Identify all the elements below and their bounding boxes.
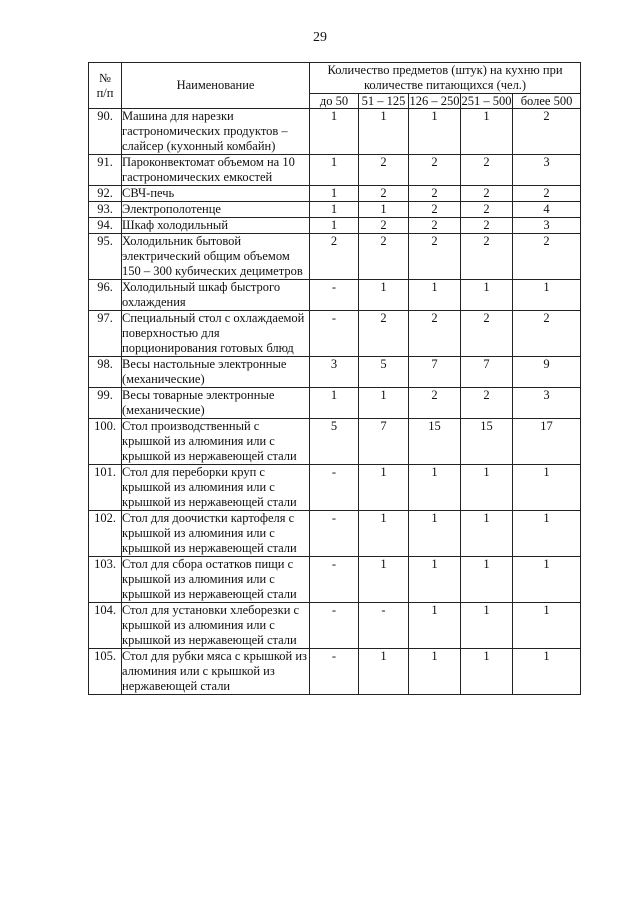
- quantity-cell: 2: [359, 186, 409, 202]
- quantity-cell: 2: [359, 155, 409, 186]
- row-number: 95.: [89, 234, 122, 280]
- item-name: СВЧ-печь: [122, 186, 310, 202]
- header-sub-col: до 50: [310, 94, 359, 109]
- table-row: [89, 186, 581, 202]
- quantity-cell: 1: [310, 109, 359, 155]
- quantity-cell: 3: [513, 218, 581, 234]
- quantity-cell: 2: [409, 155, 461, 186]
- row-number: 105.: [89, 649, 122, 695]
- row-number: 93.: [89, 202, 122, 218]
- table-row: [89, 280, 581, 311]
- table-row: [89, 311, 581, 357]
- table-body: [89, 109, 581, 695]
- table-row: [89, 465, 581, 511]
- table-row: [89, 234, 581, 280]
- quantity-cell: 2: [513, 186, 581, 202]
- quantity-cell: 3: [513, 388, 581, 419]
- table-row: [89, 388, 581, 419]
- quantity-cell: -: [310, 311, 359, 357]
- quantity-cell: 1: [310, 186, 359, 202]
- item-name: Холодильник бытовой электрический общим объемом 150 – 300 кубических дециметров: [122, 234, 310, 280]
- item-name: Стол для установки хлеборезки с крышкой из алюминия или с крышкой из нержавеющей стали: [122, 603, 310, 649]
- quantity-cell: 2: [461, 218, 513, 234]
- item-name: Стол для сбора остатков пищи с крышкой из алюминия или с крышкой из нержавеющей стали: [122, 557, 310, 603]
- quantity-cell: 1: [513, 649, 581, 695]
- header-sub-col: более 500: [513, 94, 581, 109]
- quantity-cell: 5: [359, 357, 409, 388]
- quantity-cell: 1: [359, 388, 409, 419]
- page-number: 29: [313, 30, 327, 45]
- item-name: Шкаф холодильный: [122, 218, 310, 234]
- table-row: [89, 109, 581, 155]
- quantity-cell: 2: [409, 234, 461, 280]
- table-row: [89, 202, 581, 218]
- quantity-cell: 1: [409, 557, 461, 603]
- row-number: 103.: [89, 557, 122, 603]
- item-name: Весы настольные электронные (механические): [122, 357, 310, 388]
- quantity-cell: 2: [359, 311, 409, 357]
- quantity-cell: 1: [310, 202, 359, 218]
- quantity-cell: 3: [310, 357, 359, 388]
- quantity-cell: 1: [409, 603, 461, 649]
- row-number: 90.: [89, 109, 122, 155]
- item-name: Пароконвектомат объемом на 10 гастрономических емкостей: [122, 155, 310, 186]
- row-number: 94.: [89, 218, 122, 234]
- quantity-cell: 2: [409, 186, 461, 202]
- quantity-cell: 1: [513, 465, 581, 511]
- quantity-cell: 1: [409, 109, 461, 155]
- quantity-cell: 1: [359, 465, 409, 511]
- quantity-cell: 7: [359, 419, 409, 465]
- row-number: 91.: [89, 155, 122, 186]
- quantity-cell: 1: [359, 511, 409, 557]
- quantity-cell: 1: [513, 511, 581, 557]
- table-row: [89, 511, 581, 557]
- row-number: 99.: [89, 388, 122, 419]
- item-name: Весы товарные электронные (механические): [122, 388, 310, 419]
- quantity-cell: 2: [359, 234, 409, 280]
- quantity-cell: 2: [513, 311, 581, 357]
- quantity-cell: 1: [409, 280, 461, 311]
- row-number: 104.: [89, 603, 122, 649]
- quantity-cell: 7: [409, 357, 461, 388]
- quantity-cell: 1: [461, 603, 513, 649]
- quantity-cell: 1: [359, 202, 409, 218]
- quantity-cell: 2: [409, 388, 461, 419]
- quantity-cell: 4: [513, 202, 581, 218]
- quantity-cell: 1: [461, 280, 513, 311]
- table-row: [89, 218, 581, 234]
- quantity-cell: 2: [461, 311, 513, 357]
- quantity-cell: -: [359, 603, 409, 649]
- quantity-cell: 1: [409, 649, 461, 695]
- quantity-cell: 1: [310, 155, 359, 186]
- item-name: Специальный стол с охлаждаемой поверхностью для порционирования готовых блюд: [122, 311, 310, 357]
- quantity-cell: 7: [461, 357, 513, 388]
- equipment-table: [88, 62, 581, 695]
- quantity-cell: 2: [513, 234, 581, 280]
- quantity-cell: 2: [409, 218, 461, 234]
- header-quantity: Количество предметов (штук) на кухню при количестве питающихся (чел.): [310, 63, 581, 94]
- row-number: 101.: [89, 465, 122, 511]
- quantity-cell: 1: [461, 511, 513, 557]
- quantity-cell: 1: [310, 388, 359, 419]
- quantity-cell: 15: [461, 419, 513, 465]
- row-number: 100.: [89, 419, 122, 465]
- quantity-cell: 1: [409, 511, 461, 557]
- header-sub-col: 251 – 500: [461, 94, 512, 108]
- quantity-cell: 3: [513, 155, 581, 186]
- item-name: Стол производственный с крышкой из алюминия или с крышкой из нержавеющей стали: [122, 419, 310, 465]
- item-name: Стол для рубки мяса с крышкой из алюминия или с крышкой из нержавеющей стали: [122, 649, 310, 695]
- quantity-cell: 2: [461, 388, 513, 419]
- quantity-cell: 2: [310, 234, 359, 280]
- quantity-cell: 2: [461, 234, 513, 280]
- table-row: [89, 557, 581, 603]
- item-name: Холодильный шкаф быстрого охлаждения: [122, 280, 310, 311]
- quantity-cell: 2: [409, 311, 461, 357]
- item-name: Стол для доочистки картофеля с крышкой из алюминия или с крышкой из нержавеющей стали: [122, 511, 310, 557]
- row-number: 92.: [89, 186, 122, 202]
- quantity-cell: 2: [513, 109, 581, 155]
- quantity-cell: 2: [461, 155, 513, 186]
- quantity-cell: 1: [461, 465, 513, 511]
- quantity-cell: -: [310, 511, 359, 557]
- quantity-cell: 5: [310, 419, 359, 465]
- quantity-cell: -: [310, 557, 359, 603]
- quantity-cell: 2: [461, 186, 513, 202]
- quantity-cell: 1: [461, 649, 513, 695]
- quantity-cell: 2: [461, 202, 513, 218]
- header-num: № п/п: [89, 63, 122, 109]
- quantity-cell: 1: [409, 465, 461, 511]
- table-row: [89, 419, 581, 465]
- quantity-cell: 1: [461, 109, 513, 155]
- quantity-cell: 1: [513, 557, 581, 603]
- quantity-cell: 1: [359, 109, 409, 155]
- item-name: Электрополотенце: [122, 202, 310, 218]
- quantity-cell: 2: [409, 202, 461, 218]
- quantity-cell: 1: [310, 218, 359, 234]
- table-row: [89, 155, 581, 186]
- table-row: [89, 649, 581, 695]
- quantity-cell: 9: [513, 357, 581, 388]
- quantity-cell: 2: [359, 218, 409, 234]
- item-name: Машина для нарезки гастрономических продуктов – слайсер (кухонный комбайн): [122, 109, 310, 155]
- quantity-cell: -: [310, 649, 359, 695]
- quantity-cell: 1: [513, 603, 581, 649]
- row-number: 96.: [89, 280, 122, 311]
- quantity-cell: -: [310, 603, 359, 649]
- row-number: 97.: [89, 311, 122, 357]
- row-number: 98.: [89, 357, 122, 388]
- quantity-cell: 1: [359, 649, 409, 695]
- quantity-cell: 1: [513, 280, 581, 311]
- table-row: [89, 357, 581, 388]
- quantity-cell: 17: [513, 419, 581, 465]
- quantity-cell: 1: [461, 557, 513, 603]
- header-sub-col: 51 – 125: [359, 94, 409, 109]
- quantity-cell: -: [310, 465, 359, 511]
- header-sub-col: 126 – 250: [409, 94, 460, 108]
- header-name: Наименование: [122, 63, 310, 109]
- table-row: [89, 603, 581, 649]
- quantity-cell: -: [310, 280, 359, 311]
- row-number: 102.: [89, 511, 122, 557]
- quantity-cell: 15: [409, 419, 461, 465]
- quantity-cell: 1: [359, 280, 409, 311]
- item-name: Стол для переборки круп с крышкой из алюминия или с крышкой из нержавеющей стали: [122, 465, 310, 511]
- quantity-cell: 1: [359, 557, 409, 603]
